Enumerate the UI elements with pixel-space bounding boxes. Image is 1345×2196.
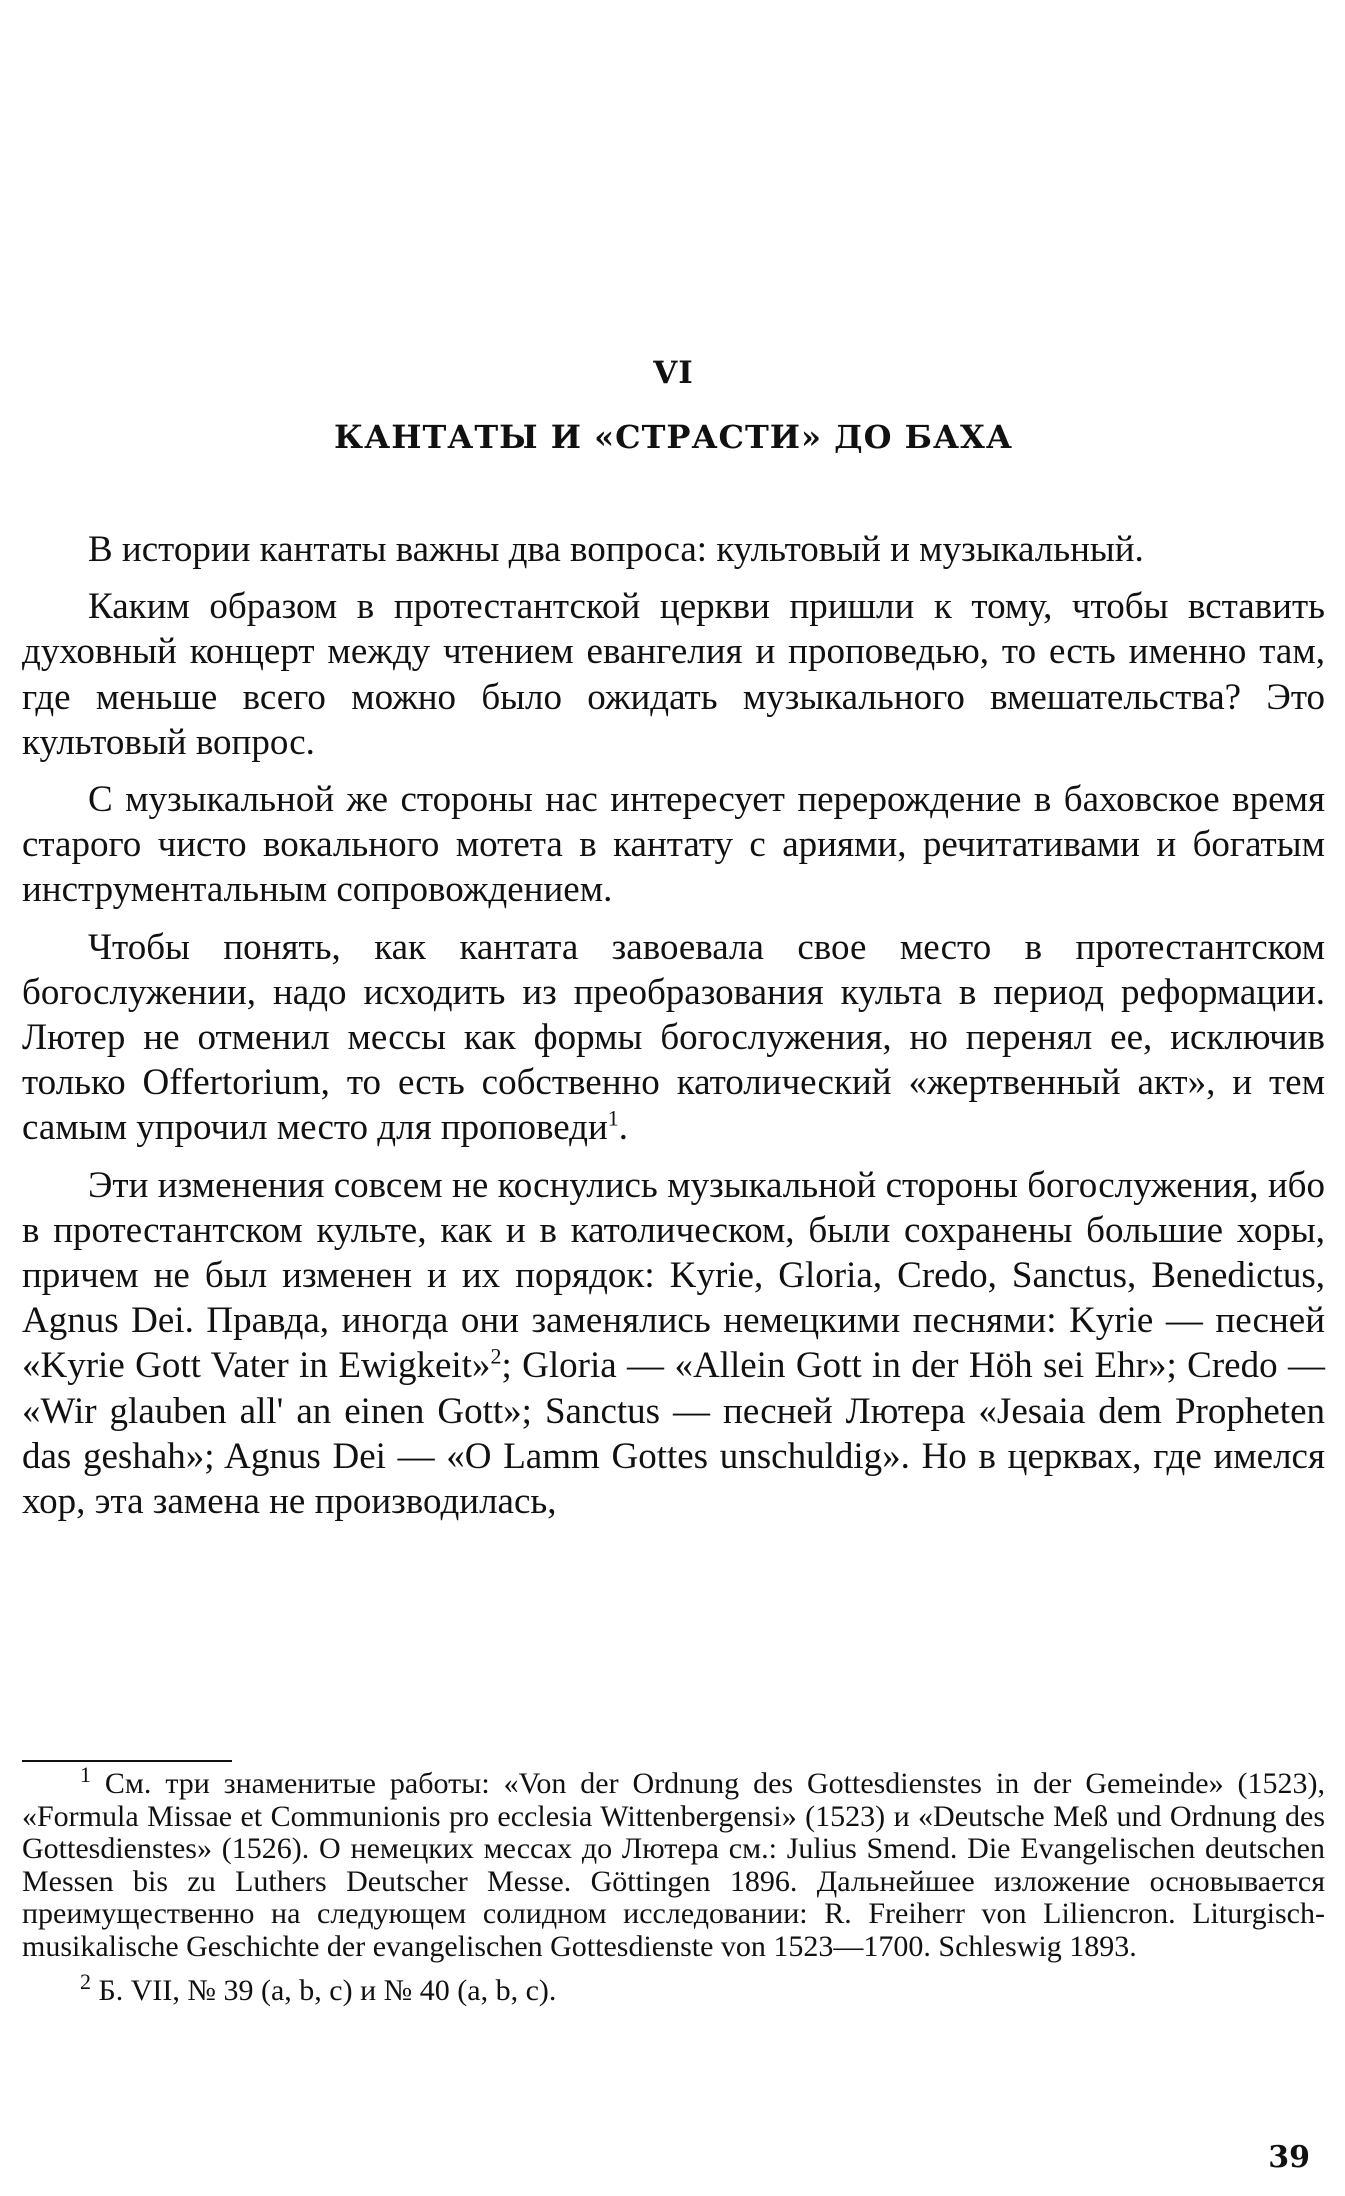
footnote-divider xyxy=(22,1760,232,1762)
footnote-reference[interactable]: 2 xyxy=(490,1344,502,1370)
body-text xyxy=(22,527,1325,1524)
book-page xyxy=(22,0,1325,2196)
page-number: 39 xyxy=(1268,2140,1310,2175)
footnote xyxy=(22,1762,1326,1963)
paragraph: Каким образом в протестантской церкви пришли к тому, чтобы вставить духовный концерт между чтением евангелия и проповедью, то есть именно там, где меньше всего можно было ожидать музыкального вмешательства? Это культовый вопрос. xyxy=(22,586,1325,763)
paragraph xyxy=(22,925,1325,1151)
paragraph xyxy=(22,1163,1325,1525)
paragraph-text: Чтобы понять, как кантата завоевала свое место в протестантском богослужении, надо исходить из преобразования культа в период реформации. Лютер не отменил мессы как формы богослужения, но перенял ее, исключив только Offertorium, то есть собственно католический «жертвенный акт», и тем самым упрочил место для проповеди xyxy=(22,926,1325,1149)
footnote-reference[interactable]: 1 xyxy=(607,1106,619,1132)
footnote-text: Б. VII, № 39 (a, b, c) и № 40 (a, b, c). xyxy=(98,1974,557,2007)
paragraph-text: ; Gloria — «Allein Gott in der Höh sei Ehr»; Credo — «Wir glauben all' an einen Gott»; Sanctus — песней Лютера «Jesaia dem Propheten das geshah»; Agnus Dei — «O Lamm Gottes unschuldig». Но в церквах, где имелся хор, эта замена не производилась, xyxy=(22,1345,1325,1523)
chapter-number: VI xyxy=(653,355,694,391)
footnote xyxy=(22,1969,1325,2008)
footnote-text: См. три знаменитые работы: «Von der Ordnung des Gottesdienstes in der Gemeinde» (1523), «Formula Missae et Communionis pro ecclesia Wittenbergensi» (1523) и «Deutsche Meß und Ordnung des Gottesdienstes» (1526). О немецких мессах до Лютера см.: Julius Smend. Die Evangelischen deutschen Messen bis zu Luthers Deutscher Messe. Göttingen 1896. Дальнейшее изложение основывается преимущественно на следующем солидном исследовании: R. Freiherr von Liliencron. Liturgisch-musikalische Geschichte der evangelischen Gottesdienste von 1523—1700. Schleswig 1893. xyxy=(22,1767,1326,1963)
footnote-mark: 2 xyxy=(80,1969,91,1994)
footnote-mark: 1 xyxy=(80,1762,91,1787)
paragraph-text: Эти изменения совсем не коснулись музыкальной стороны богослужения, ибо в протестантском культе, как и в католическом, были сохранены большие хоры, причем не был изменен и их порядок: Kyrie, Gloria, Credo, Sanctus, Benedictus, Agnus Dei. Правда, иногда они заменялись немецкими песнями: Kyrie — песней «Kyrie Gott Vater in Ewigkeit» xyxy=(22,1164,1325,1387)
paragraph: В истории кантаты важны два вопроса: культовый и музыкальный. xyxy=(88,529,1144,570)
footnotes xyxy=(22,1762,1326,2008)
paragraph: С музыкальной же стороны нас интересует перерождение в баховское время старого чисто вокального мотета в кантату с ариями, речитативами и богатым инструментальным сопровождением. xyxy=(22,779,1325,911)
paragraph-text: . xyxy=(618,1107,629,1149)
chapter-title: КАНТАТЫ И «СТРАСТИ» ДО БАХА xyxy=(334,418,1013,456)
